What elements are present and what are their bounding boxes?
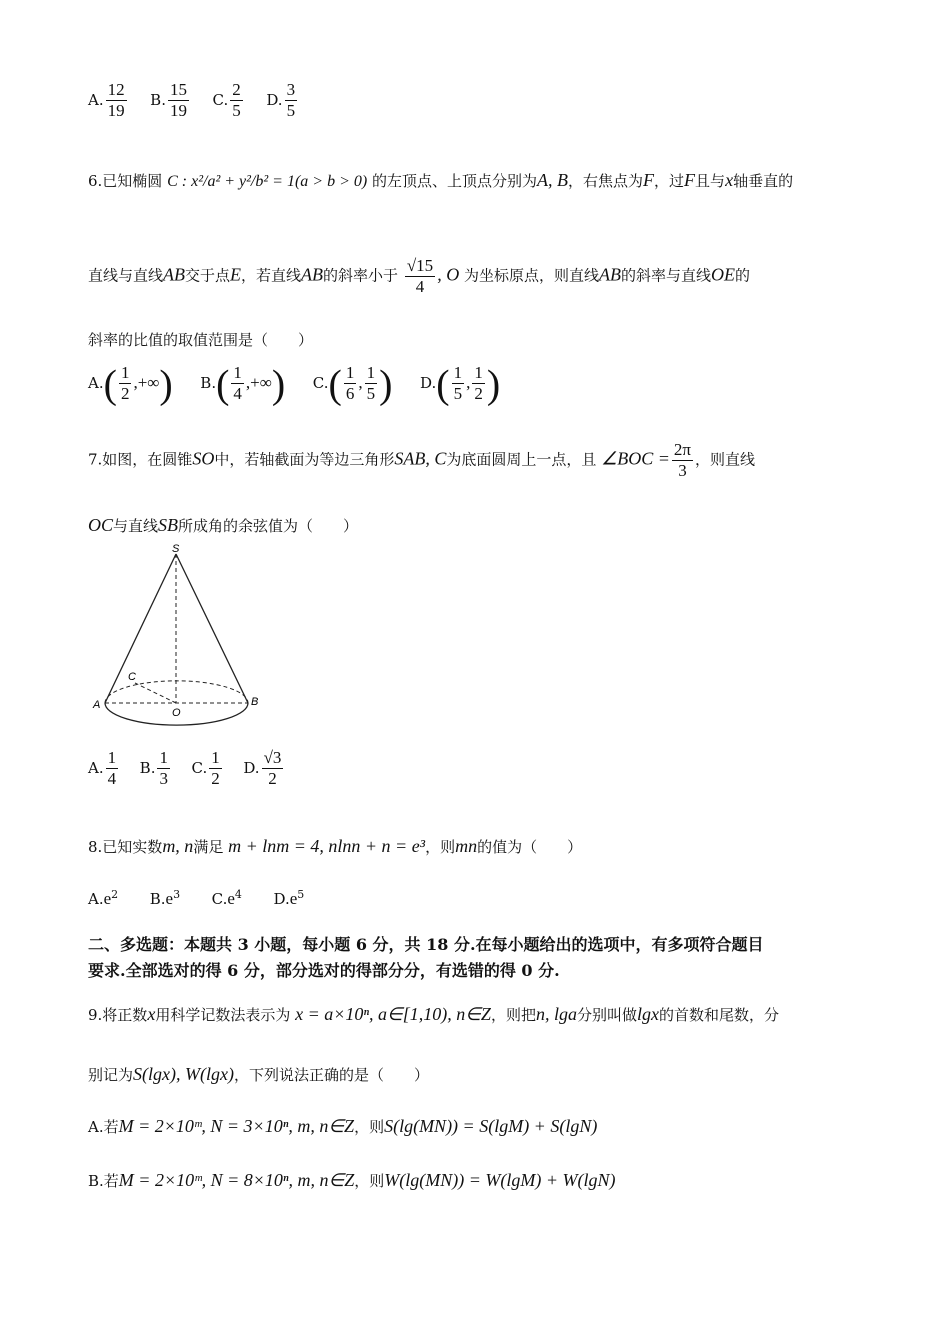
q6-option-d[interactable]: D.( $\frac{1}{5}$ , $\frac{1}{2}$ ): [419, 361, 501, 406]
q8-option-d[interactable]: $D.e^5$: [273, 888, 305, 908]
q6-option-a[interactable]: A.( $\frac{1}{2}$ ,+∞): [88, 361, 173, 406]
q6-line1: 6.已知椭圆 C : x²/a² + y²/b² = 1(a > b > 0) 的左顶点、上顶点分别为A, B，右焦点为F，过F且与x轴垂直的: [88, 170, 794, 190]
label-o: O: [172, 707, 181, 719]
q9-line2: 别记为S(lgx), W(lgx)，下列说法正确的是（ ）: [88, 1064, 429, 1084]
q9-formula: x = a×10ⁿ, a∈[1,10), n∈Z: [295, 1004, 491, 1024]
q8-options: [88, 888, 304, 909]
q5-option-c[interactable]: C. $\frac{2}{5}$: [212, 80, 241, 120]
cone-edge-sa: [105, 554, 176, 703]
cone-edge-sb: [176, 554, 248, 703]
section2-heading: 二、多选题：本题共 3 小题，每小题 6 分，共 18 分.在每小题给出的选项中，有多项符合题目 要求.全部选对的得 6 分，部分选对的得部分分，有选错的得 0 分.: [88, 935, 764, 980]
q9-line1: 9.将正数x用科学记数法表示为 x = a×10ⁿ, a∈[1,10), n∈Z，则把n, lga分别叫做lgx的首数和尾数，分: [88, 1004, 779, 1024]
cone-base-back: [105, 681, 248, 703]
q6-options: [88, 360, 500, 407]
q7-line2: OC与直线SB所成角的余弦值为（ ）: [88, 515, 359, 535]
label-b: B: [251, 696, 259, 708]
q7-line1: 7.如图，在圆锥SO中，若轴截面为等边三角形SAB, C为底面圆周上一点，且 ∠BOC = $\frac{2\pi}{3}$ ，则直线: [88, 440, 756, 480]
q7-option-d[interactable]: D. $\frac{√3}{2}$: [243, 748, 282, 788]
q8-option-c[interactable]: $C.e^4$: [211, 888, 242, 908]
cone-diagram: [90, 540, 270, 730]
q7-option-c[interactable]: C. $\frac{1}{2}$: [191, 748, 220, 788]
q5-options: [88, 80, 299, 121]
label-c: C: [128, 671, 136, 683]
q5-option-b[interactable]: B. $\frac{15}{19}$: [150, 80, 187, 120]
cone-segment-oc: [135, 683, 176, 703]
q9-option-a[interactable]: A.若M = 2×10ᵐ, N = 3×10ⁿ, m, n∈Z，则S(lg(MN)) = S(lgM) + S(lgN): [88, 1116, 598, 1136]
q7-option-b[interactable]: B. $\frac{1}{3}$: [139, 748, 168, 788]
label-s: S: [172, 543, 180, 555]
q5-option-d[interactable]: D. $\frac{3}{5}$: [266, 80, 296, 120]
q8-line: 8.已知实数m, n满足 m + lnm = 4, nlnn + n = e³，则mn的值为（ ）: [88, 836, 583, 856]
q6-line2: 直线与直线AB交于点E，若直线AB的斜率小于 $\frac{√15}{4}$ , O 为坐标原点，则直线AB的斜率与直线OE的: [88, 256, 751, 296]
q6-option-c[interactable]: C.( $\frac{1}{6}$ , $\frac{1}{5}$ ): [312, 361, 393, 406]
q6-line3: 斜率的比值的取值范围是（ ）: [88, 331, 314, 349]
q5-option-a[interactable]: A. $\frac{12}{19}$: [88, 80, 125, 120]
q8-option-a[interactable]: $A.e^2$: [88, 888, 119, 908]
label-a: A: [93, 699, 101, 711]
q7-option-a[interactable]: A. $\frac{1}{4}$: [88, 748, 117, 788]
q7-options: [88, 748, 285, 789]
q8-formula: m + lnm = 4, nlnn + n = e³: [228, 836, 426, 856]
q6-option-b[interactable]: B.( $\frac{1}{4}$ ,+∞): [200, 361, 286, 406]
q8-option-b[interactable]: $B.e^3$: [149, 888, 181, 908]
q6-ellipse-formula: C : x²/a² + y²/b² = 1(a > b > 0): [167, 173, 368, 190]
q9-option-b[interactable]: B.若M = 2×10ᵐ, N = 8×10ⁿ, m, n∈Z，则W(lg(MN)) = W(lgM) + W(lgN): [88, 1170, 616, 1190]
